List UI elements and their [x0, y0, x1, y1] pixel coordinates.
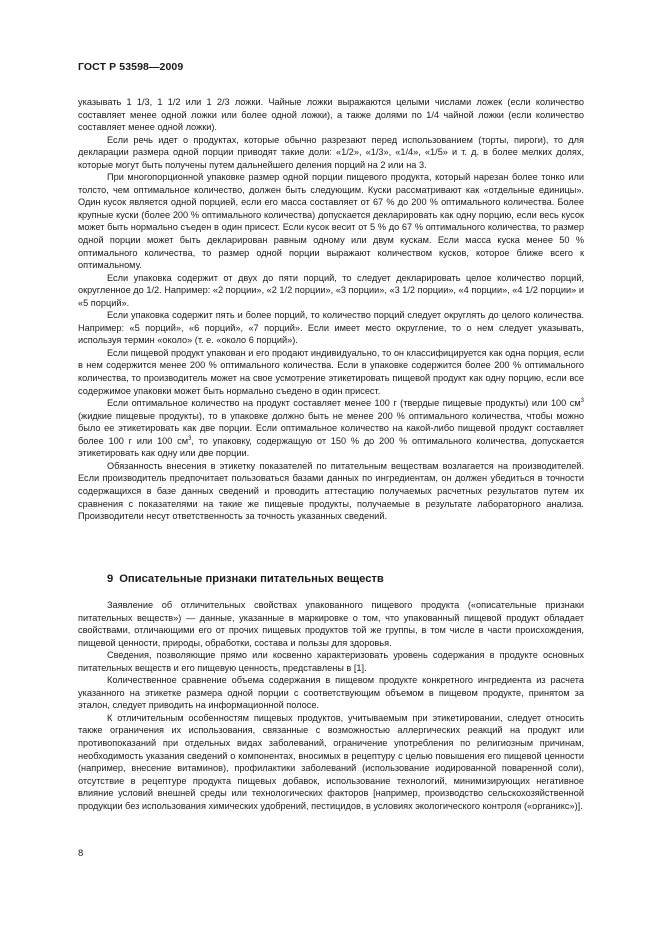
paragraph: Если пищевой продукт упакован и его продают индивидуально, то он классифицируется как одна порция, если в нем содержится менее 200 % оптимального количества. Если в упаковке содержится более 200 % оптимального количества, то производитель может на свое усмотрение этикетировать пищевой продукт как одну порцию, если все содержимое упаковки может быть нормально съедено в один присест.: [78, 347, 584, 396]
paragraph: указывать 1 1/3, 1 1/2 или 1 2/3 ложки. Чайные ложки выражаются целыми числами ложек (если количество составляет менее одной ложки или более одной ложки), а также долями по 1/4 чайной ложки (если количество составляет менее одной ложки).: [78, 97, 584, 133]
section-title: Описательные признаки питательных веществ: [119, 573, 384, 585]
page-number: 8: [78, 848, 84, 859]
body-text-top: [78, 96, 584, 523]
superscript-cubic: 3: [580, 398, 584, 405]
body-text-section: [78, 599, 584, 812]
paragraph: Сведения, позволяющие прямо или косвенно характеризовать уровень содержания в продукте основных питательных веществ и его пищевую ценность, представлены в [1].: [78, 650, 584, 673]
paragraph: Количественное сравнение объема содержания в пищевом продукте конкретного ингредиента из расчета указанного на этикетке размера одной порции с соответствующим объемом в пищевом продукте, принятом за эталон, следует приводить на информационной полосе.: [78, 675, 584, 711]
paragraph: Если речь идет о продуктах, которые обычно разрезают перед использованием (торты, пироги), то для декларации размера одной порции приводят такие доли: «1/2», «1/3», «1/4», «1/5» и т. д. в более мелких долях, которые могут быть получены путем дальнейшего деления порций на 2 или на 3.: [78, 134, 584, 170]
units-text-part3: , то упаковку, содержащую от 150 % до 200 % оптимального количества, допускается этикетировать как одну или две порции.: [78, 435, 584, 459]
superscript-cubic: 3: [188, 435, 192, 442]
paragraph: Если упаковка содержит от двух до пяти порций, то следует декларировать целое количество порций, округленное до 1/2. Например: «2 порции», «2 1/2 порции», «3 порции», «3 1/2 порции», «4 порции», «4 1/2 порции» и «5 порций».: [78, 272, 584, 308]
paragraph: При многопорционной упаковке размер одной порции пищевого продукта, который нарезан более тонко или толсто, чем оптимальное количество, должен быть следующим. Куски рассматривают как «отдельные единицы». Один кусок является одной порцией, если его масса составляет от 67 % до 200 % оптимального количества. Более крупные куски (более 200 % оптимального количества) допускается декларировать как одну порцию, если весь кусок может быть нормально съеден в один присест. Если кусок весит от 5 % до 67 % оптимального количества, то размер одной порции может быть декларирован равным одному или двум кускам. Если масса куска менее 50 % оптимального количества, то размер одной порции выражают количеством кусков, которое ближе всего к оптимальному.: [78, 172, 584, 271]
paragraph: Заявление об отличительных свойствах упакованного пищевого продукта («описательные признаки питательных веществ») — данные, указанные в маркировке о том, что упакованный пищевой продукт обладает свойствами, отличающими его от прочих пищевых продуктов той же группы, в том числе в части происхождения, пищевой ценности, природы, обработки, состава и пользы для здоровья.: [78, 600, 584, 648]
paragraph: Если упаковка содержит пять и более порций, то количество порций следует округлять до целого количества. Например: «5 порций», «6 порций», «7 порций». Если имеет место округление, то о нем следует указывать, используя термин «около» (т. е. «около 6 порций»).: [78, 310, 584, 346]
section-number: 9: [107, 573, 114, 585]
paragraph-units: [78, 397, 584, 460]
standard-header: ГОСТ Р 53598—2009: [78, 61, 184, 73]
units-text-part2: (жидкие пищевые продукты), то в упаковке должно быть не менее 200 % оптимального количества, чтобы можно было ее этикетировать как две порции. Если оптимальное количество на какой-либо пищевой продукт составляет более 100 г или 100 см: [78, 410, 584, 446]
paragraph-responsibility: Обязанность внесения в этикетку показателей по питательным веществам возлагается на производителей. Если производитель предпочитает пользоваться базами данных по ингредиентам, он должен убедиться в точности содержащихся в базе данных сведений и проводить аттестацию получаемых расчетных результатов путем их сравнения с показателями на такие же пищевые продукты, получаемые в результате лабораторного анализа. Производители несут ответственность за точность указанных сведений.: [78, 460, 584, 522]
paragraph: К отличительным особенностям пищевых продуктов, учитываемым при этикетировании, следует относить также ограничения их использования, связанные с возможностью аллергических реакций на продукт или противопоказаний при отдельных видах заболеваний, ограничение употребления по религиозным причинам, необходимость указания сведений о компонентах, вносимых в рецептуру с целью повышения его пищевой ценности (например, внесение витаминов), профилактики заболеваний (использование иодированной поваренной соли), отсутствие в рецептуре продукта пищевых добавок, использование технологий, минимизирующих негативное влияние условий внешней среды или технологических факторов [например, производство сельскохозяйственной продукции без использования химических удобрений, пестицидов, в условиях экологического контроля («органикс»)].: [78, 712, 584, 811]
units-text-part1: Если оптимальное количество на продукт составляет менее 100 г (твердые пищевые продукты) или 100 см: [107, 398, 581, 409]
section-heading: [107, 573, 384, 585]
